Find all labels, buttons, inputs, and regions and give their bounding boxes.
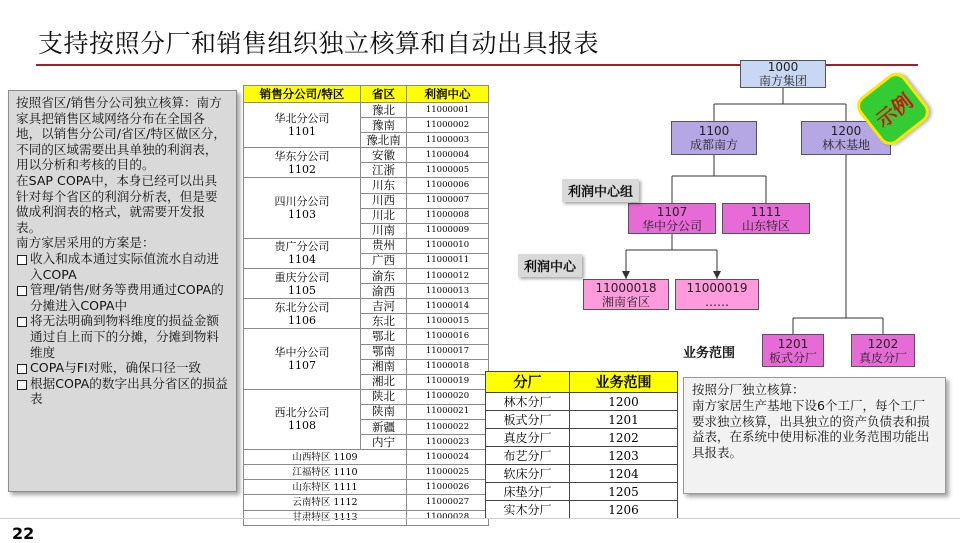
profit-center-cell: 11000003 — [407, 133, 489, 148]
province-cell: 新疆 — [361, 419, 407, 434]
profit-center-cell: 11000016 — [407, 329, 489, 344]
table-row — [486, 393, 678, 411]
province-cell: 川南 — [361, 223, 407, 238]
node-name: 山东特区 — [741, 218, 790, 233]
table-header: 利润中心 — [407, 86, 489, 103]
province-cell: 内宁 — [361, 435, 407, 450]
company-code: 1101 — [288, 125, 316, 139]
profit-center-cell: 11000007 — [407, 193, 489, 208]
plant-cell: 板式分厂 — [486, 411, 570, 429]
profit-center-cell: 11000015 — [407, 314, 489, 329]
table-header: 销售分公司/特区 — [244, 86, 361, 103]
province-cell: 湘南 — [361, 359, 407, 374]
node-code: 11000018 — [595, 280, 657, 295]
profit-center-cell: 11000011 — [407, 253, 489, 268]
left-bullet: COPA与FI对账，确保口径一致 — [16, 360, 229, 376]
province-cell: 吉河 — [361, 299, 407, 314]
plant-cell: 真皮分厂 — [486, 429, 570, 447]
left-paragraph-1: 按照省区/销售分公司独立核算：南方家具把销售区域网络分布在全国各地，以销售分公司/省区/特区做区分，不同的区域需要出具单独的利润表，用以分析和考核的目的。 — [16, 95, 226, 173]
company-name: 华东分公司 — [274, 149, 330, 163]
province-cell: 鄂南 — [361, 344, 407, 359]
province-cell: 渝西 — [361, 284, 407, 299]
business-area-cell: 1200 — [570, 393, 678, 411]
node-code: 1201 — [777, 336, 809, 351]
profit-center-cell: 11000022 — [407, 419, 489, 434]
profit-center-cell: 11000026 — [407, 480, 489, 495]
page-title: 支持按照分厂和销售组织独立核算和自动出具报表 — [38, 29, 600, 58]
company-code: 1105 — [288, 283, 316, 297]
province-cell: 江浙 — [361, 163, 407, 178]
business-area-cell: 1202 — [570, 429, 678, 447]
company-code: 1102 — [288, 162, 316, 176]
left-bullet: 收入和成本通过实际值流水自动进入COPA — [16, 251, 229, 282]
plant-business-area-table — [485, 371, 678, 519]
company-code: 1106 — [288, 313, 316, 327]
table-row — [486, 501, 678, 519]
node-1201 — [762, 334, 824, 367]
table-row — [486, 429, 678, 447]
table-row — [486, 411, 678, 429]
node-name: 成都南方 — [689, 138, 738, 152]
node-name: 板式分厂 — [768, 350, 817, 365]
province-cell: 鄂北 — [361, 329, 407, 344]
profit-center-cell: 11000024 — [407, 450, 489, 465]
profit-center-cell: 11000013 — [407, 284, 489, 299]
province-cell: 渝东 — [361, 269, 407, 284]
province-cell: 贵州 — [361, 238, 407, 253]
node-name: 华中分公司 — [641, 218, 702, 233]
node-code: 1107 — [656, 204, 688, 219]
node-code: 1200 — [830, 124, 862, 138]
province-cell: 陕北 — [361, 389, 407, 404]
node-code: 1202 — [867, 336, 899, 351]
profit-center-cell: 11000021 — [407, 404, 489, 419]
right-description-box — [683, 377, 946, 494]
node-11000019 — [675, 279, 759, 310]
profit-center-cell: 11000002 — [407, 118, 489, 133]
profit-center-cell: 11000005 — [407, 163, 489, 178]
plant-cell: 床垫分厂 — [486, 483, 570, 501]
table-row — [486, 447, 678, 465]
profit-center-cell: 11000006 — [407, 178, 489, 193]
province-cell: 川东 — [361, 178, 407, 193]
province-cell: 东北 — [361, 314, 407, 329]
profit-center-cell: 11000008 — [407, 208, 489, 223]
profit-center-cell: 11000014 — [407, 299, 489, 314]
node-name: 林木基地 — [821, 138, 870, 152]
special-zone-cell: 云南特区 1112 — [244, 495, 407, 510]
profit-center-cell: 11000001 — [407, 103, 489, 118]
profit-center-cell: 11000018 — [407, 359, 489, 374]
node-name: 南方集团 — [758, 74, 807, 88]
company-name: 华中分公司 — [274, 346, 330, 360]
node-11000018 — [583, 279, 669, 310]
label-profit-center: 利润中心 — [518, 254, 582, 277]
profit-center-cell: 11000009 — [407, 223, 489, 238]
node-1202 — [851, 334, 915, 367]
profit-center-cell: 11000019 — [407, 374, 489, 389]
province-cell: 川西 — [361, 193, 407, 208]
province-cell: 豫北 — [361, 103, 407, 118]
table-header: 省区 — [361, 86, 407, 103]
company-name: 东北分公司 — [274, 300, 330, 314]
left-bullet: 管理/销售/财务等费用通过COPA的分摊进入COPA中 — [16, 282, 229, 313]
left-bullet: 将无法明确到物料维度的损益金额通过自上而下的分摊，分摊到物料维度 — [16, 313, 229, 360]
company-code: 1108 — [288, 419, 316, 433]
company-name: 贵广分公司 — [274, 240, 330, 254]
node-1111 — [722, 203, 810, 234]
company-name: 西北分公司 — [274, 406, 330, 420]
left-paragraph-3: 南方家居采用的方案是： — [16, 235, 155, 251]
company-name: 华北分公司 — [274, 112, 330, 126]
profit-center-cell: 11000027 — [407, 495, 489, 510]
left-bullet: 根据COPA的数字出具分省区的损益表 — [16, 376, 229, 407]
example-badge-text: 示例 — [870, 88, 918, 132]
node-name: 湘南省区 — [601, 294, 650, 309]
node-code: 11000019 — [686, 280, 748, 295]
profit-center-cell: 11000025 — [407, 465, 489, 480]
node-code: 1111 — [750, 204, 782, 219]
node-name: 真皮分厂 — [858, 350, 907, 365]
table-header: 分厂 — [486, 372, 570, 393]
profit-center-cell: 11000012 — [407, 269, 489, 284]
province-cell: 陕南 — [361, 404, 407, 419]
table-row — [486, 483, 678, 501]
plant-cell: 布艺分厂 — [486, 447, 570, 465]
special-zone-cell: 江福特区 1110 — [244, 465, 407, 480]
footer-divider — [0, 518, 960, 519]
right-box-body: 南方家居生产基地下设6个工厂，每个工厂要求独立核算，出具独立的资产负债表和损益表，在系统中使用标准的业务范围功能出具报表。 — [692, 397, 930, 461]
table-header: 业务范围 — [570, 372, 678, 393]
profit-center-cell: 11000023 — [407, 435, 489, 450]
special-zone-cell: 山西特区 1109 — [244, 450, 407, 465]
business-area-cell: 1204 — [570, 465, 678, 483]
table-row — [486, 465, 678, 483]
profit-center-cell: 11000010 — [407, 238, 489, 253]
business-area-cell: 1205 — [570, 483, 678, 501]
profit-center-cell: 11000004 — [407, 148, 489, 163]
special-zone-cell: 山东特区 1111 — [244, 480, 407, 495]
node-code: 1100 — [698, 124, 730, 138]
province-cell: 广西 — [361, 253, 407, 268]
province-cell: 豫北南 — [361, 133, 407, 148]
company-code: 1103 — [288, 208, 316, 222]
province-cell: 豫南 — [361, 118, 407, 133]
business-area-cell: 1203 — [570, 447, 678, 465]
node-code: 1000 — [767, 60, 799, 74]
plant-cell: 林木分厂 — [486, 393, 570, 411]
label-business-area: 业务范围 — [677, 340, 741, 363]
left-paragraph-2: 在SAP COPA中，本身已经可以出具针对每个省区的利润分析表，但是要做成利润表的格式，就需要开发报表。 — [16, 172, 218, 235]
company-code: 1104 — [288, 253, 316, 267]
company-name: 重庆分公司 — [274, 270, 330, 284]
company-code: 1107 — [288, 359, 316, 373]
label-profit-center-group: 利润中心组 — [562, 179, 639, 202]
node-1100 — [671, 121, 757, 155]
province-cell: 川北 — [361, 208, 407, 223]
business-area-cell: 1201 — [570, 411, 678, 429]
page-number: 22 — [12, 524, 35, 543]
node-name: …… — [705, 294, 729, 309]
profit-center-cell: 11000020 — [407, 389, 489, 404]
company-name: 四川分公司 — [274, 195, 330, 209]
node-1107 — [628, 203, 716, 234]
province-cell: 安徽 — [361, 148, 407, 163]
node-root-group — [740, 60, 826, 88]
plant-cell: 实木分厂 — [486, 501, 570, 519]
province-cell: 湘北 — [361, 374, 407, 389]
plant-cell: 软床分厂 — [486, 465, 570, 483]
profit-center-cell: 11000017 — [407, 344, 489, 359]
business-area-cell: 1206 — [570, 501, 678, 519]
right-box-title: 按照分厂独立核算： — [692, 382, 805, 397]
